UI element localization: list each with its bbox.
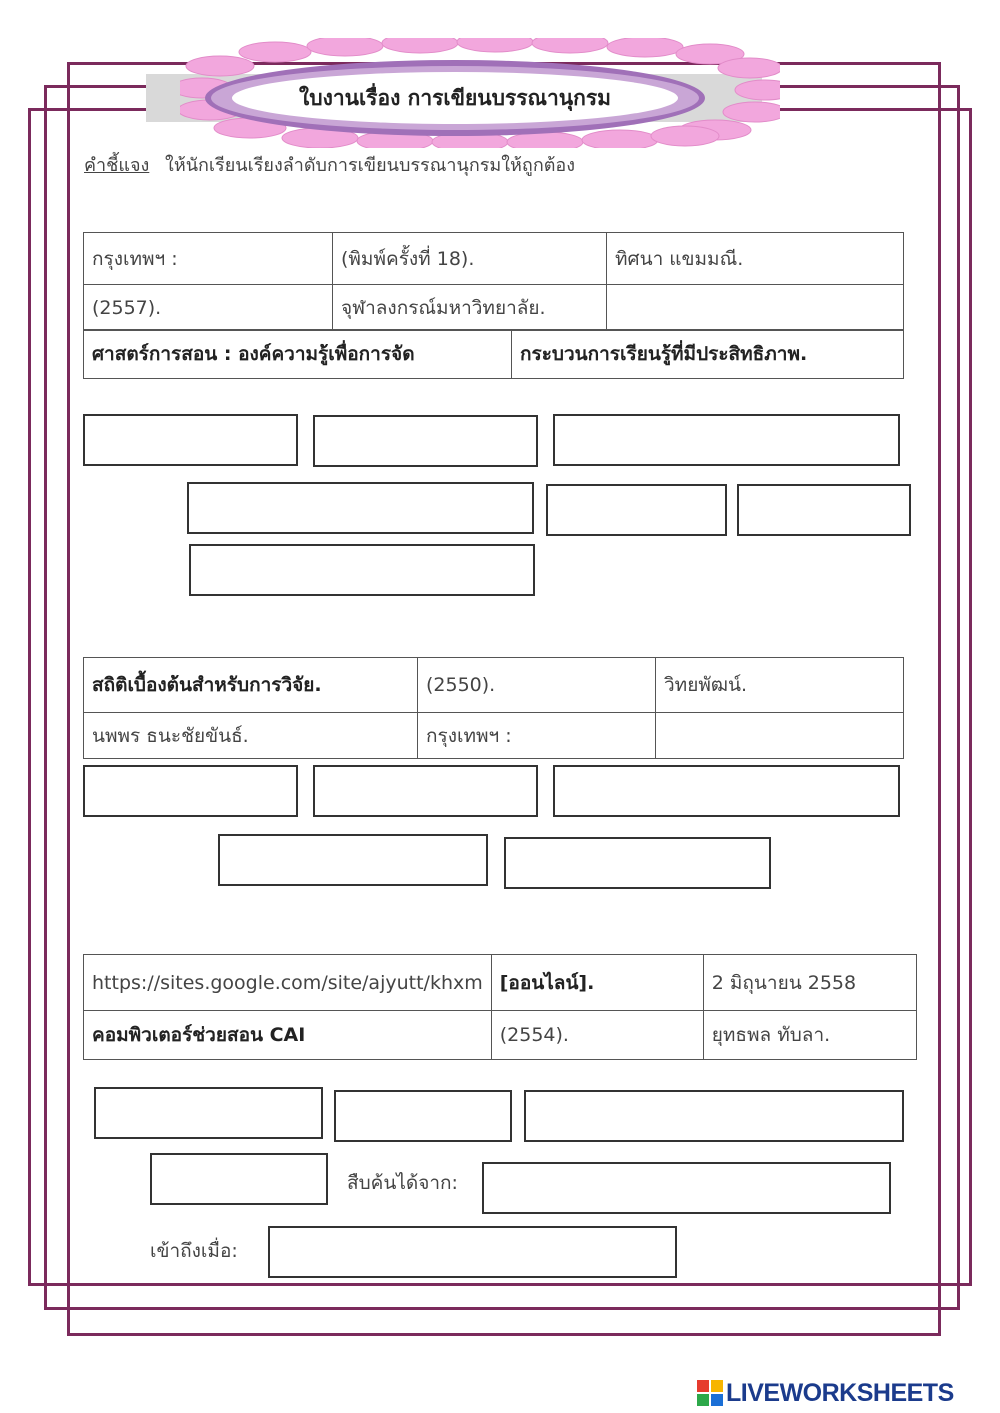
source-card[interactable]: ยุทธพล ทับลา. [703,1011,916,1060]
accessed-on-label: เข้าถึงเมื่อ: [150,1240,238,1262]
source-card[interactable]: (2550). [418,658,656,713]
answer-box-1-7[interactable] [189,544,535,596]
source-card[interactable]: ทิศนา แขมมณี. [607,233,904,285]
source-card[interactable]: นพพร ธนะชัยขันธ์. [84,713,418,759]
answer-box-3-3[interactable] [524,1090,904,1142]
source-card[interactable]: ศาสตร์การสอน : องค์ความรู้เพื่อการจัด [84,330,512,379]
answer-box-2-3[interactable] [553,765,900,817]
answer-box-2-2[interactable] [313,765,538,817]
answer-box-1-6[interactable] [737,484,911,536]
source-table-3 [83,954,917,1060]
answer-box-3-4[interactable] [150,1153,328,1205]
source-card[interactable]: (2554). [491,1011,703,1060]
answer-box-1-4[interactable] [187,482,534,534]
source-card[interactable]: https://sites.google.com/site/ajyutt/khxm [84,955,492,1011]
source-card-empty [607,285,904,331]
liveworksheets-logo [697,1378,954,1408]
source-card[interactable]: กรุงเทพฯ : [418,713,656,759]
answer-box-3-date[interactable] [268,1226,677,1278]
source-card[interactable]: กรุงเทพฯ : [84,233,333,285]
answer-box-1-3[interactable] [553,414,900,466]
answer-box-2-1[interactable] [83,765,298,817]
source-card[interactable]: [ออนไลน์]. [491,955,703,1011]
source-table-1-bold-row [83,329,904,379]
source-card[interactable]: คอมพิวเตอร์ช่วยสอน CAI [84,1011,492,1060]
answer-box-1-1[interactable] [83,414,298,466]
source-table-2 [83,657,904,759]
source-card[interactable]: จุฬาลงกรณ์มหาวิทยาลัย. [333,285,607,331]
worksheet-title: ใบงานเรื่อง การเขียนบรรณานุกรม [299,85,611,110]
liveworksheets-icon [697,1380,723,1406]
answer-box-3-url[interactable] [482,1162,891,1214]
source-card[interactable]: 2 มิถุนายน 2558 [703,955,916,1011]
liveworksheets-wordmark: LIVEWORKSHEETS [726,1378,954,1407]
source-card[interactable]: สถิติเบื้องต้นสำหรับการวิจัย. [84,658,418,713]
answer-box-1-5[interactable] [546,484,727,536]
answer-box-2-4[interactable] [218,834,488,886]
source-card[interactable]: (พิมพ์ครั้งที่ 18). [333,233,607,285]
source-card-empty [656,713,904,759]
answer-box-1-2[interactable] [313,415,538,467]
source-card[interactable]: วิทยพัฒน์. [656,658,904,713]
source-table-1 [83,232,904,331]
instruction [84,150,575,179]
answer-box-3-1[interactable] [94,1087,323,1139]
retrieved-from-label: สืบค้นได้จาก: [347,1172,458,1194]
answer-box-2-5[interactable] [504,837,771,889]
source-card[interactable]: (2557). [84,285,333,331]
source-card[interactable]: กระบวนการเรียนรู้ที่มีประสิทธิภาพ. [512,330,904,379]
instruction-label: คำชี้แจง [84,155,150,176]
instruction-text: ให้นักเรียนเรียงลำดับการเขียนบรรณานุกรมให้ถูกต้อง [165,155,576,176]
answer-box-3-2[interactable] [334,1090,512,1142]
